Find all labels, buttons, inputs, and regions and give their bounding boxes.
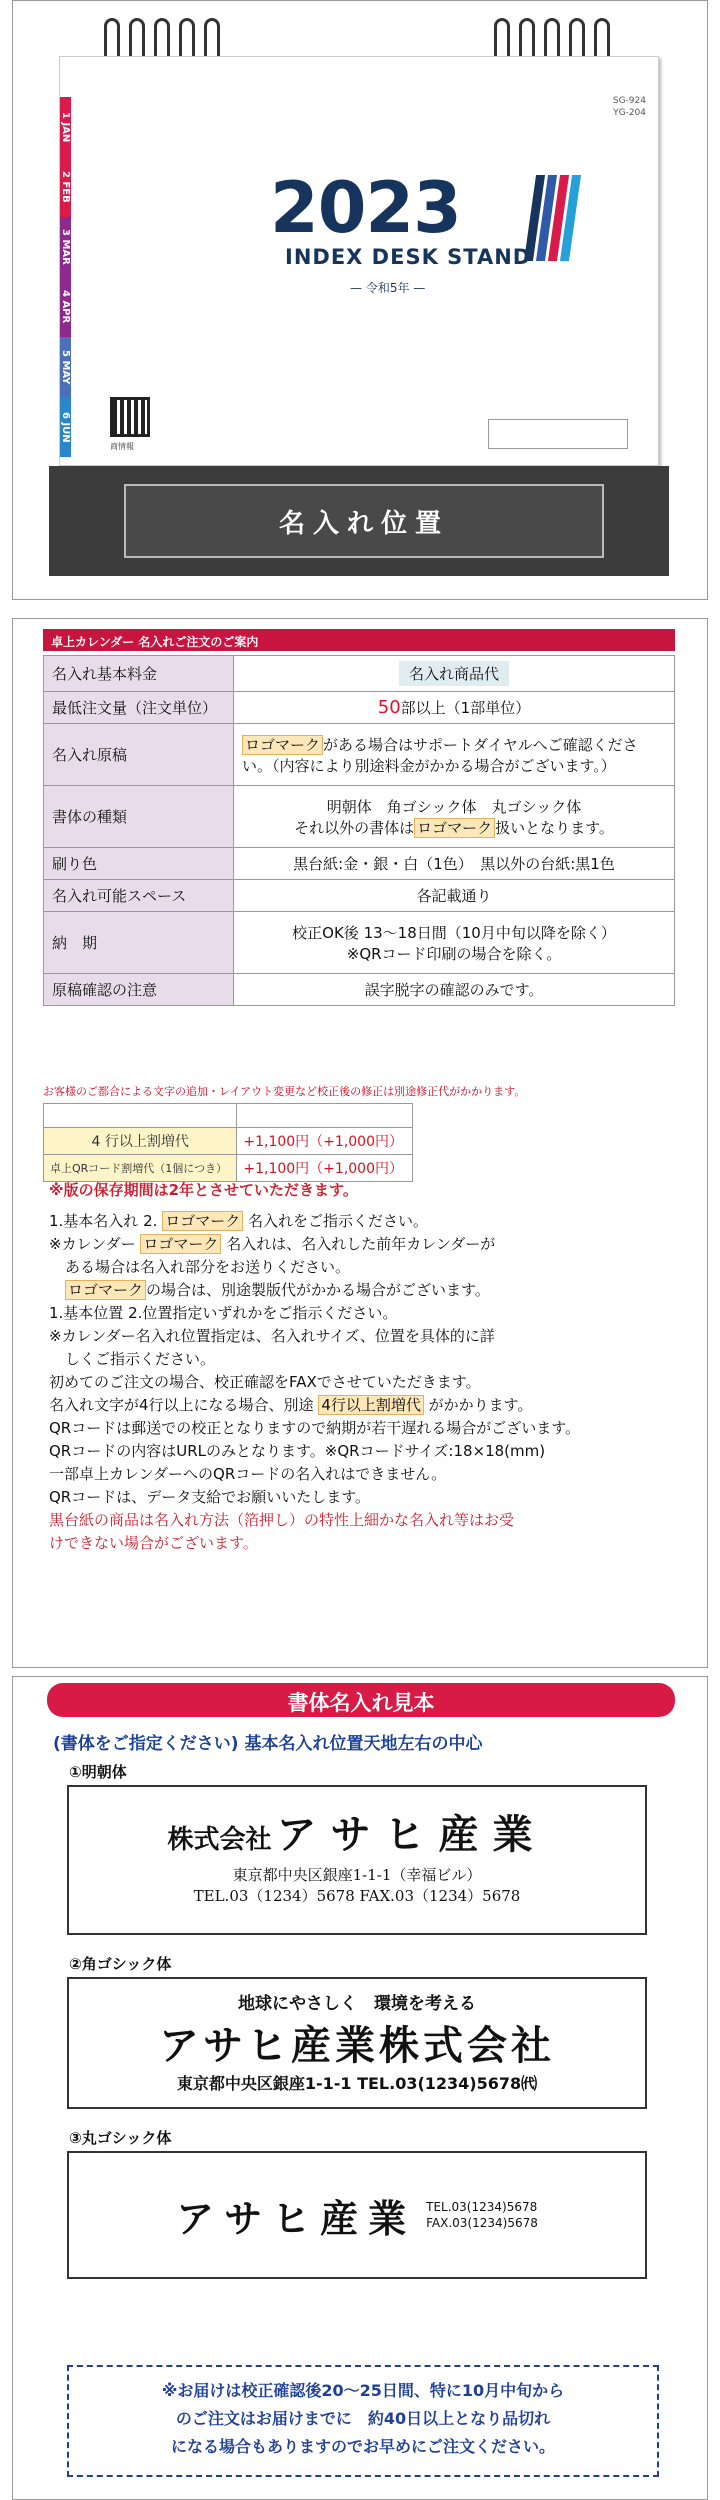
surcharge-value: +1,100円（+1,000円） xyxy=(237,1155,413,1182)
table-row xyxy=(44,974,675,1006)
note-line: ある場合は名入れ部分をお送りください。 xyxy=(65,1258,351,1276)
row-value xyxy=(234,724,675,786)
sample-contacts xyxy=(426,2199,538,2231)
table-row xyxy=(44,880,675,912)
info-box xyxy=(488,419,628,449)
surcharge-tag: 4行以上割増代 xyxy=(318,1395,424,1415)
company-name: アサヒ産業株式会社 xyxy=(159,2023,555,2069)
sample-label: ③丸ゴシック体 xyxy=(69,2129,172,2147)
row-text: ※QRコード印刷の場合を除く。 xyxy=(346,944,562,963)
logo-mark-tag: ロゴマーク xyxy=(65,1280,146,1300)
row-value xyxy=(234,692,675,724)
era-label: — 令和5年 — xyxy=(350,281,426,295)
row-label: 刷り色 xyxy=(44,848,234,880)
product-code xyxy=(613,95,646,119)
table-row xyxy=(44,912,675,974)
row-label: 書体の種類 xyxy=(44,786,234,848)
surcharge-table xyxy=(43,1103,413,1182)
row-value: 誤字脱字の確認のみです。 xyxy=(234,974,675,1006)
note-line: 1.基本位置 2.位置指定いずれかをご指示ください。 xyxy=(49,1304,398,1322)
row-value xyxy=(234,786,675,848)
sample-fax: FAX.03(1234)5678 xyxy=(426,2216,538,2230)
sample-label: ②角ゴシック体 xyxy=(69,1955,172,1973)
sample-label: ①明朝体 xyxy=(69,1763,127,1781)
sample-address: 東京都中央区銀座1-1-1 TEL.03(1234)5678㈹ xyxy=(176,2074,538,2093)
row-text: 校正OK後 13〜18日間（10月中旬以降を除く） xyxy=(292,923,616,942)
row-value: 各記載通り xyxy=(234,880,675,912)
note-line: QRコードは、データ支給でお願いいたします。 xyxy=(49,1488,371,1506)
row-value: 黒台紙:金・銀・白（1色） 黒以外の台紙:黒1色 xyxy=(234,848,675,880)
product-code-1: SG-924 xyxy=(612,96,646,106)
sample-tel: TEL.03(1234)5678 xyxy=(426,2200,538,2214)
order-guide xyxy=(12,618,708,1668)
samples-subtitle: (書体をご指定ください) 基本名入れ位置天地左右の中心 xyxy=(53,1734,483,1754)
calendar-cover xyxy=(59,56,659,466)
min-qty: 50 xyxy=(377,697,401,718)
row-text: 明朝体 角ゴシック体 丸ゴシック体 xyxy=(326,797,582,816)
note-line: 黒台紙の商品は名入れ方法（箔押し）の特性上細かな名入れ等はお受 xyxy=(49,1511,515,1529)
note-line xyxy=(49,1394,679,1417)
sample-tel: TEL.03（1234）5678 FAX.03（1234）5678 xyxy=(193,1887,521,1905)
row-label: 最低注文量（注文単位） xyxy=(44,692,234,724)
surcharge-value xyxy=(237,1104,413,1128)
note-text: 名入れは、名入れした前年カレンダーが xyxy=(226,1235,496,1253)
samples-banner: 書体名入れ見本 xyxy=(47,1683,675,1717)
sample-company xyxy=(69,1803,645,1860)
order-notes xyxy=(49,1179,679,1555)
note-line: しくご指示ください。 xyxy=(65,1350,216,1368)
retention-note: ※版の保存期間は2年とさせていただきます。 xyxy=(49,1181,358,1199)
row-text: それ以外の書体は xyxy=(294,818,415,837)
table-row xyxy=(44,786,675,848)
delivery-note-line: のご注文はお届けまでに 約40日以上となり品切れ xyxy=(175,2409,551,2428)
product-code-2: YG-204 xyxy=(613,108,646,118)
calendar-base xyxy=(49,466,669,576)
mincho-sample xyxy=(67,1785,647,1935)
note-line: けできない場合がございます。 xyxy=(49,1534,258,1552)
row-label: 名入れ基本料金 xyxy=(44,656,234,692)
note-text: の場合は、別途製版代がかかる場合がございます。 xyxy=(146,1281,490,1299)
company-prefix: 株式会社 xyxy=(167,1825,272,1855)
note-line xyxy=(49,1233,679,1256)
table-row xyxy=(44,1155,413,1182)
sample-tagline: 地球にやさしく 環境を考える xyxy=(238,1994,476,2014)
order-header: 卓上カレンダー 名入れご注文のご案内 xyxy=(43,629,675,651)
row-value xyxy=(234,912,675,974)
row-text-2 xyxy=(242,817,666,838)
note-line: QRコードの内容はURLのみとなります。※QRコードサイズ:18×18(mm) xyxy=(49,1442,546,1460)
logo-mark-tag: ロゴマーク xyxy=(242,735,323,755)
maru-gothic-sample xyxy=(67,2151,647,2279)
qr-code-icon xyxy=(110,397,150,437)
note-line xyxy=(49,1210,679,1233)
month-tab: 5 MAY xyxy=(60,337,71,397)
note-line: QRコードは郵送での校正となりますので納期が若干遅れる場合がございます。 xyxy=(49,1419,581,1437)
table-row xyxy=(44,1104,413,1128)
surcharge-label: 4 行以上割増代 xyxy=(44,1128,237,1155)
kaku-gothic-sample xyxy=(67,1977,647,2109)
row-text: 扱いとなります。 xyxy=(495,818,614,837)
product-title: INDEX DESK STAND xyxy=(285,245,532,269)
logo-mark-tag: ロゴマーク xyxy=(140,1234,221,1254)
year-title: 2023 xyxy=(270,167,461,249)
surcharge-value: +1,100円（+1,000円） xyxy=(237,1128,413,1155)
note-line: 一部卓上カレンダーへのQRコードの名入れはできません。 xyxy=(49,1465,447,1483)
row-label: 名入れ可能スペース xyxy=(44,880,234,912)
note-line: 初めてのご注文の場合、校正確認をFAXでさせていただきます。 xyxy=(49,1373,481,1391)
note-text: 名入れ文字が4行以上になる場合、別途 xyxy=(49,1396,314,1414)
month-tab: 2 FEB xyxy=(60,157,71,217)
table-row xyxy=(44,692,675,724)
table-row xyxy=(44,656,675,692)
row-label: 納 期 xyxy=(44,912,234,974)
value-chip: 名入れ商品代 xyxy=(399,661,509,686)
logo-mark-tag: ロゴマーク xyxy=(162,1211,243,1231)
note-text: 1.基本名入れ 2. xyxy=(49,1212,158,1230)
surcharge-label xyxy=(44,1104,237,1128)
month-tab: 3 MAR xyxy=(60,217,71,277)
desk-calendar-illustration xyxy=(49,56,669,576)
table-row xyxy=(44,848,675,880)
month-tab: 1 JAN xyxy=(60,97,71,157)
note-line: ※カレンダー名入れ位置指定は、名入れサイズ、位置を具体的に詳 xyxy=(49,1327,495,1345)
row-value xyxy=(234,656,675,692)
month-tab: 6 JUN xyxy=(60,397,71,457)
revision-notice: お客様のご都合による文字の追加・レイアウト変更など校正後の修正は別途修正代がかかります。 xyxy=(43,1085,526,1098)
table-row xyxy=(44,1128,413,1155)
sample-address: 東京都中央区銀座1-1-1（幸福ビル） xyxy=(232,1866,482,1884)
min-qty-unit: 部以上（1部単位） xyxy=(400,699,531,717)
surcharge-label: 卓上QRコード割増代（1個につき） xyxy=(44,1155,237,1182)
row-label: 名入れ原稿 xyxy=(44,724,234,786)
row-label: 原稿確認の注意 xyxy=(44,974,234,1006)
table-row xyxy=(44,724,675,786)
qr-label: 商情報 xyxy=(110,442,134,451)
company-name: アサヒ産業 xyxy=(176,2196,417,2241)
stripe-logo xyxy=(530,175,580,261)
delivery-note-line: ※お届けは校正確認後20〜25日間、特に10月中旬から xyxy=(161,2381,565,2400)
logo-mark-tag: ロゴマーク xyxy=(414,818,495,838)
delivery-note-line: になる場合もありますのでお早めにご注文ください。 xyxy=(170,2437,555,2456)
name-plate: 名入れ位置 xyxy=(124,484,604,558)
note-text: 名入れをご指示ください。 xyxy=(247,1212,428,1230)
product-photo xyxy=(12,0,708,600)
delivery-note xyxy=(67,2365,659,2477)
company-name: アサヒ産業 xyxy=(276,1811,547,1858)
note-text: がかかります。 xyxy=(428,1396,533,1414)
note-line xyxy=(49,1279,679,1302)
font-samples xyxy=(12,1676,708,2500)
note-text: ※カレンダー xyxy=(49,1235,136,1253)
order-table xyxy=(43,655,675,1006)
month-tabs xyxy=(60,97,90,457)
row-text: がある場合はサポートダイヤルへご確認ください。（内容により別途料金がかかる場合がございます。） xyxy=(242,735,638,775)
month-tab: 4 APR xyxy=(60,277,71,337)
